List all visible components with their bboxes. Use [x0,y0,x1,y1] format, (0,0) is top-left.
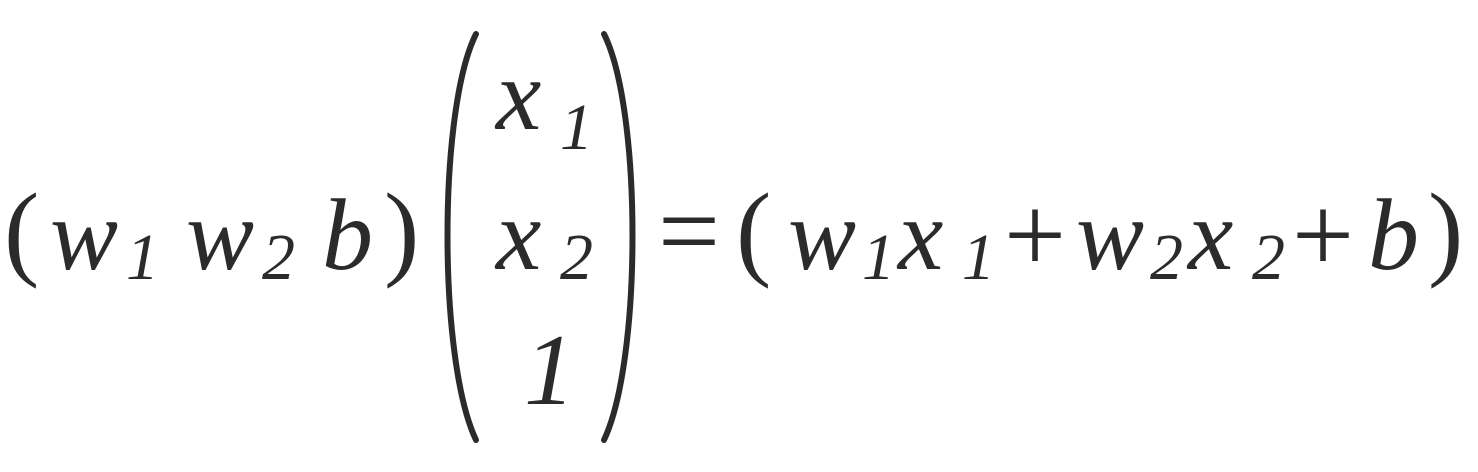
row-vector-open-paren: ( [4,172,40,289]
result-close-paren: ) [1428,172,1464,289]
col-x2-base: x [496,179,542,292]
row-b: b [322,179,373,292]
result-x2-subscript: 2 [1252,221,1285,294]
result-plus-sign-2: + [1292,174,1355,296]
result-x1-base: x [898,179,944,292]
col-one: 1 [524,314,575,427]
col-x2-subscript: 2 [560,221,593,294]
row-w2-subscript: 2 [262,221,295,294]
result-plus-sign-1: + [1004,174,1067,296]
result-x1-subscript: 1 [962,221,995,294]
result-x2-base: x [1188,179,1234,292]
result-b: b [1368,179,1419,292]
col-x1-base: x [496,39,542,152]
row-w1-subscript: 1 [126,221,159,294]
result-open-paren: ( [736,172,772,289]
result-w1-subscript: 1 [862,221,895,294]
row-w1-base: w [50,179,119,292]
row-vector-close-paren: ) [384,172,420,289]
row-w2-base: w [186,179,255,292]
col-x1-subscript: 1 [560,91,593,164]
column-vector-close-paren [590,30,650,450]
equals-sign: = [658,170,721,292]
result-w2-base: w [1076,179,1145,292]
column-vector-open-paren [432,30,492,450]
result-w1-base: w [788,179,857,292]
result-w2-subscript: 2 [1150,221,1183,294]
